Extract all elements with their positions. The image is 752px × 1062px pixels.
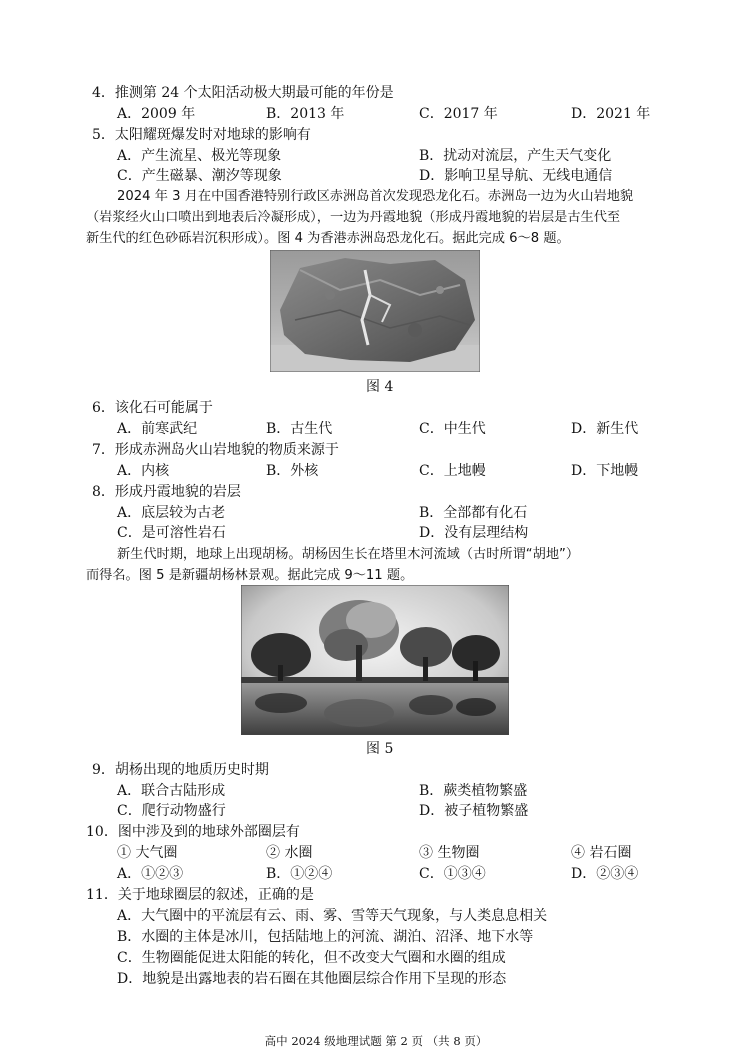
q9-option-d: D．被子植物繁盛 bbox=[419, 803, 529, 819]
q5-option-d: D．影响卫星导航、无线电通信 bbox=[419, 168, 613, 184]
q10-item-1: ① 大气圈 bbox=[117, 845, 178, 861]
q6-stem: 6．该化石可能属于 bbox=[92, 400, 213, 416]
q10-item-4: ④ 岩石圈 bbox=[571, 845, 632, 861]
q11-option-c: C．生物圈能促进太阳能的转化，但不改变大气圈和水圈的组成 bbox=[117, 950, 506, 966]
q7-option-d: D．下地幔 bbox=[571, 463, 639, 479]
passage2-line-2: 而得名。图 5 是新疆胡杨林景观。据此完成 9～11 题。 bbox=[86, 568, 414, 583]
q10-item-3: ③ 生物圈 bbox=[419, 845, 480, 861]
q9-option-c: C．爬行动物盛行 bbox=[117, 803, 226, 819]
q4-stem: 4．推测第 24 个太阳活动极大期最可能的年份是 bbox=[92, 85, 394, 101]
q4-option-c: C．2017 年 bbox=[419, 106, 498, 122]
q5-stem: 5．太阳耀斑爆发时对地球的影响有 bbox=[92, 127, 311, 143]
q4-option-b: B．2013 年 bbox=[266, 106, 345, 122]
q8-option-d: D．没有层理结构 bbox=[419, 525, 529, 541]
q10-item-2: ② 水圈 bbox=[266, 845, 313, 861]
q8-option-a: A．底层较为古老 bbox=[117, 505, 226, 521]
q10-option-d: D．②③④ bbox=[571, 866, 639, 882]
q10-option-c: C．①③④ bbox=[419, 866, 486, 882]
q8-stem: 8．形成丹霞地貌的岩层 bbox=[92, 484, 241, 500]
q5-option-a: A．产生流星、极光等现象 bbox=[117, 148, 282, 164]
q10-stem: 10．图中涉及到的地球外部圈层有 bbox=[86, 824, 300, 840]
q7-stem: 7．形成赤洲岛火山岩地貌的物质来源于 bbox=[92, 442, 339, 458]
q11-stem: 11．关于地球圈层的叙述，正确的是 bbox=[86, 887, 314, 903]
q7-option-a: A．内核 bbox=[117, 463, 170, 479]
q8-option-b: B．全部都有化石 bbox=[419, 505, 528, 521]
figure5-caption: 图 5 bbox=[366, 741, 394, 757]
q5-option-c: C．产生磁暴、潮汐等现象 bbox=[117, 168, 282, 184]
poplar-forest-image bbox=[241, 585, 509, 735]
q8-option-c: C．是可溶性岩石 bbox=[117, 525, 226, 541]
q6-option-d: D．新生代 bbox=[571, 421, 639, 437]
q7-option-b: B．外核 bbox=[266, 463, 319, 479]
figure4-caption: 图 4 bbox=[366, 379, 394, 395]
q7-option-c: C．上地幔 bbox=[419, 463, 486, 479]
q9-option-a: A．联合古陆形成 bbox=[117, 783, 226, 799]
fossil-image bbox=[270, 250, 480, 372]
q10-option-a: A．①②③ bbox=[117, 866, 184, 882]
q11-option-b: B．水圈的主体是冰川，包括陆地上的河流、湖泊、沼泽、地下水等 bbox=[117, 929, 534, 945]
passage1-line-1: 2024 年 3 月在中国香港特别行政区赤洲岛首次发现恐龙化石。赤洲岛一边为火山岩地貌 bbox=[117, 189, 634, 204]
q6-option-a: A．前寒武纪 bbox=[117, 421, 198, 437]
q10-option-b: B．①②④ bbox=[266, 866, 333, 882]
q11-option-d: D．地貌是出露地表的岩石圈在其他圈层综合作用下呈现的形态 bbox=[117, 971, 507, 987]
q11-option-a: A．大气圈中的平流层有云、雨、雾、雪等天气现象，与人类息息相关 bbox=[117, 908, 548, 924]
page-footer: 高中 2024 级地理试题 第 2 页 （共 8 页） bbox=[264, 1034, 488, 1048]
passage1-line-2: （岩浆经火山口喷出到地表后冷凝形成），一边为丹霞地貌（形成丹霞地貌的岩层是古生代至 bbox=[86, 210, 621, 225]
q6-option-b: B．古生代 bbox=[266, 421, 333, 437]
passage2-line-1: 新生代时期，地球上出现胡杨。胡杨因生长在塔里木河流域（古时所谓“胡地”） bbox=[117, 547, 580, 562]
passage1-line-3: 新生代的红色砂砾岩沉积形成）。图 4 为香港赤洲岛恐龙化石。据此完成 6～8 题。 bbox=[86, 231, 570, 246]
q5-option-b: B．扰动对流层，产生天气变化 bbox=[419, 148, 612, 164]
q6-option-c: C．中生代 bbox=[419, 421, 486, 437]
q9-option-b: B．蕨类植物繁盛 bbox=[419, 783, 528, 799]
q4-option-a: A．2009 年 bbox=[117, 106, 196, 122]
fossil-photo bbox=[270, 250, 480, 372]
poplar-forest-photo bbox=[241, 585, 509, 735]
q4-option-d: D．2021 年 bbox=[571, 106, 651, 122]
q9-stem: 9．胡杨出现的地质历史时期 bbox=[92, 762, 269, 778]
